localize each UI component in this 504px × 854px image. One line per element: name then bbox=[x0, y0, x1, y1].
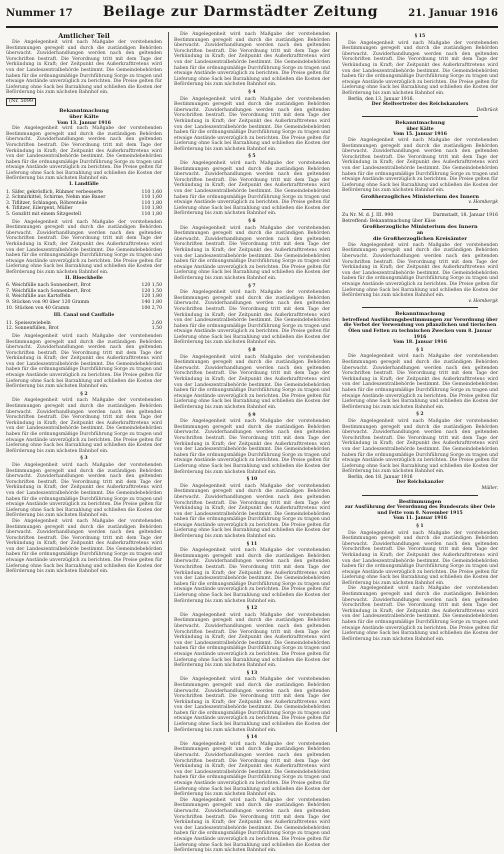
divider bbox=[362, 307, 478, 308]
addressee-an: an bbox=[416, 230, 424, 236]
body-text bbox=[174, 32, 330, 88]
body-text bbox=[6, 519, 162, 575]
paragraph-mark: § 2 bbox=[80, 391, 88, 397]
body-text bbox=[342, 138, 498, 194]
table-row: 3. Tiflitzer, Schlangen, Röhrenteile 110 1,80 bbox=[6, 200, 162, 206]
body-text bbox=[342, 41, 498, 97]
column-2 bbox=[168, 32, 330, 741]
announcement-title: Bekanntmachung bbox=[395, 120, 445, 127]
paragraph-mark: § 9 bbox=[248, 412, 256, 418]
announcement-subject: über Kälte bbox=[406, 126, 434, 132]
issue-number: Nummer 17 bbox=[6, 8, 73, 19]
table-row: 2. Schmirkittel, Schirme, Nehm mie Bauer 110 1,60 bbox=[6, 195, 162, 201]
body-text bbox=[6, 334, 162, 390]
table-row: 8. Weichfülle aus Kartoffeln 120 1,80 bbox=[6, 294, 162, 300]
subsection-2: II. Bloeckbelle bbox=[65, 275, 103, 281]
paragraph-mark: § 8 bbox=[248, 348, 256, 354]
table-row: 11. Speisezwiebeln 2,60 bbox=[6, 320, 162, 326]
signature: Müller. bbox=[481, 486, 498, 492]
table-row: 12. Sonnenfüllen, Brot 1,50 bbox=[6, 326, 162, 332]
body-text bbox=[6, 463, 162, 519]
body-text bbox=[6, 220, 162, 276]
masthead bbox=[6, 4, 498, 28]
ministry-name: Großherzogliches Ministerium des Innern bbox=[360, 193, 480, 200]
body-text bbox=[174, 484, 330, 540]
table-row: 9. Stücken von 90 über 120 Gramm 140 1,80 bbox=[6, 299, 162, 305]
reference-number: (Nr. 5099 bbox=[6, 98, 36, 106]
divider bbox=[362, 209, 478, 210]
body-text bbox=[342, 419, 498, 475]
signer-title: Der Reichskanzler bbox=[396, 480, 444, 486]
announcement-subject: über Kälte bbox=[69, 114, 99, 121]
body-text bbox=[174, 677, 330, 733]
paragraph-mark: § 10 bbox=[246, 477, 258, 483]
body-text bbox=[174, 419, 330, 475]
body-text bbox=[342, 531, 498, 587]
paragraph-mark: § 14 bbox=[246, 735, 258, 741]
price-table-1 bbox=[6, 190, 162, 218]
newspaper-title: Beilage zur Darmstädter Zeitung bbox=[102, 4, 379, 20]
announcement-title: Bestimmungen bbox=[398, 498, 442, 505]
body-text bbox=[6, 126, 162, 182]
body-text bbox=[174, 97, 330, 153]
table-row: 6. Weichfülle nach Sonnenbert, Brot 120 1,50 bbox=[6, 283, 162, 289]
announcement-subject: zur Ausführung der Verordnung des Bundesrats über Oele und Fette vom 8. November 1915 bbox=[344, 505, 496, 516]
place-date: Berlin, den 18. Januar 1916 bbox=[348, 474, 413, 480]
column-1 bbox=[6, 32, 162, 732]
paragraph-mark: § 15 bbox=[414, 34, 426, 39]
body-text bbox=[174, 798, 330, 854]
paragraph-mark: § 4 bbox=[248, 89, 256, 95]
divider bbox=[362, 495, 478, 496]
announcement-date: Vom 11. Januar 1916 bbox=[393, 516, 447, 522]
signer-title: Der Stellvertreter des Reichskanzlers bbox=[371, 102, 469, 108]
addressee: die Großherzoglichen Kreisämter bbox=[372, 236, 468, 243]
issue-date: 21. Januar 1916 bbox=[408, 8, 498, 19]
paragraph-mark: § 6 bbox=[248, 219, 256, 224]
body-text bbox=[342, 243, 498, 299]
paragraph-mark: § 11 bbox=[246, 541, 258, 547]
body-text bbox=[174, 548, 330, 604]
price-table-3 bbox=[6, 321, 162, 332]
announcement-title: Bekanntmachung bbox=[59, 107, 109, 114]
subsection-1: I. Landfälle bbox=[69, 182, 99, 188]
table-row: 5. Gonzlitt mit einem Sitzgestell 110 1,80 bbox=[6, 212, 162, 218]
body-text bbox=[342, 586, 498, 642]
paragraph-mark: § 12 bbox=[246, 606, 258, 612]
announcement-subject: betreffend Ausführungsbestimmungen zur Verordnung über die Verbot der Verwendung von pflanzlichen und tierischen Ölen und Fetten zu technischen Zwecken vom 8. Januar 1916 bbox=[342, 317, 498, 340]
column-3 bbox=[336, 32, 498, 732]
price-table-2 bbox=[6, 283, 162, 311]
paragraph-mark: § 1 bbox=[416, 523, 424, 529]
paragraph-mark: § 7 bbox=[248, 283, 256, 289]
subject-line: Betreffend: Bekanntmachung über Käse bbox=[342, 218, 436, 224]
body-text bbox=[174, 161, 330, 217]
divider bbox=[362, 116, 478, 117]
place-date: Berlin, den 13. Januar 1916. bbox=[348, 96, 414, 102]
signature: Delbrück bbox=[476, 107, 498, 113]
section-title: Amtlicher Teil bbox=[58, 32, 110, 40]
announcement-date: Vom 18. Januar 1916 bbox=[393, 340, 447, 346]
table-row: 10. Stücken von 40 Gramm 100 2,70 bbox=[6, 305, 162, 311]
table-row: 4. Tiflitzer, Eilergent, Müller 110 1,80 bbox=[6, 206, 162, 212]
paragraph-mark: § 1 bbox=[416, 347, 424, 353]
announcement-date: Vom 15. Januar 1916 bbox=[393, 132, 447, 138]
body-text bbox=[342, 354, 498, 410]
paragraph-mark: § 5 bbox=[248, 154, 256, 160]
body-text bbox=[174, 613, 330, 669]
reference-line: Zu Nr. M. d. J. III. 990 Darmstadt, 18. Januar 1916 bbox=[342, 213, 498, 219]
signature: v. Hombergk bbox=[468, 298, 498, 304]
ministry-name: Großherzogliche Ministerium des Innern bbox=[362, 224, 478, 231]
subsection-3: III. Canal und Cauffalle bbox=[53, 313, 115, 319]
table-row: 7. Weichfülle nach Sonnenbert, Brot 120 1,50 bbox=[6, 288, 162, 294]
body-text bbox=[174, 226, 330, 282]
paragraph-mark: § 2 bbox=[416, 412, 424, 418]
paragraph-mark: § 3 bbox=[80, 456, 88, 462]
body-text bbox=[174, 355, 330, 411]
body-text bbox=[174, 290, 330, 346]
announcement-title: Bekanntmachung bbox=[395, 311, 445, 318]
announcement-date: Vom 13. Januar 1916 bbox=[57, 120, 111, 126]
table-row: 1. Säfer, gekrösflich, Rühmer verbesserte 110 1,60 bbox=[6, 189, 162, 195]
intro-text bbox=[6, 40, 162, 96]
body-text bbox=[174, 742, 330, 798]
signature: v. Hombergk bbox=[468, 200, 498, 206]
paragraph-mark: § 13 bbox=[246, 670, 258, 676]
body-text bbox=[6, 398, 162, 454]
